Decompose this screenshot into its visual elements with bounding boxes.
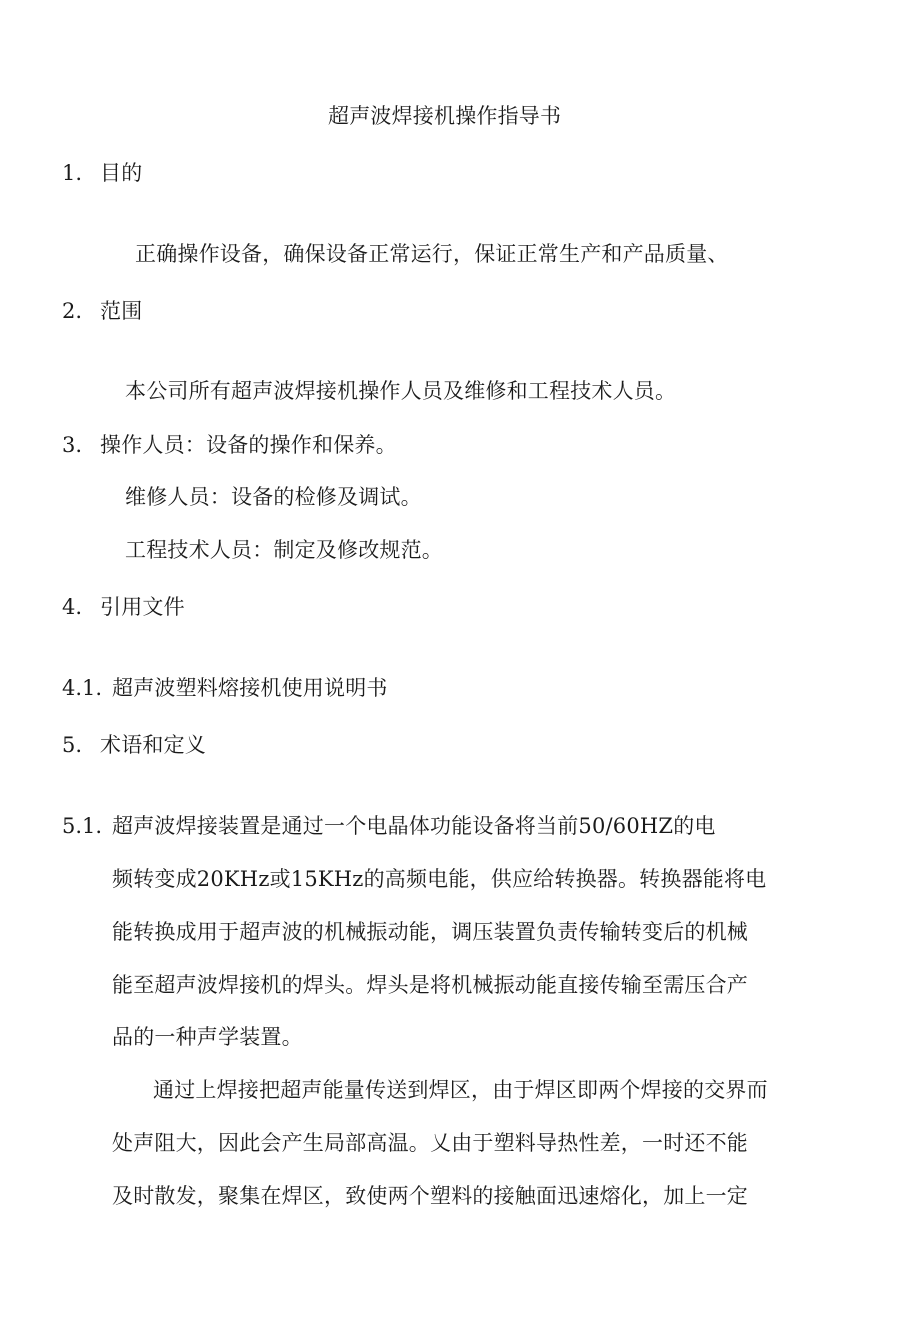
section-1-number: 1.: [62, 161, 83, 185]
section-5-number: 5.: [62, 733, 83, 757]
section-5-1-line-4: 能至超声波焊接机的焊头。焊头是将机械振动能直接传输至需压合产: [112, 973, 748, 997]
section-5-1-line-2: 频转变成20KHz或15KHz的高频电能，供应给转换器。转换器能将电: [112, 867, 767, 891]
section-1-heading: 目的: [100, 161, 143, 185]
section-1-body: 正确操作设备，确保设备正常运行，保证正常生产和产品质量、: [135, 242, 729, 266]
section-4-heading: 引用文件: [100, 595, 185, 619]
section-5-1-line-3: 能转换成用于超声波的机械振动能，调压装置负责传输转变后的机械: [112, 920, 748, 944]
section-5-1-line-1: 超声波焊接装置是通过一个电晶体功能设备将当前50/60HZ的电: [112, 814, 716, 838]
section-4-number: 4.: [62, 595, 83, 619]
section-5-1-number: 5.1.: [62, 814, 103, 838]
section-3-line-1: 操作人员：设备的操作和保养。: [100, 433, 397, 457]
section-3-number: 3.: [62, 433, 83, 457]
section-2-number: 2.: [62, 299, 83, 323]
section-4-1-number: 4.1.: [62, 676, 103, 700]
document-title: 超声波焊接机操作指导书: [328, 104, 562, 128]
section-5-1-line-7: 处声阻大，因此会产生局部高温。乂由于塑料导热性差，一时还不能: [112, 1131, 748, 1155]
section-5-1-line-6: 通过上焊接把超声能量传送到焊区，由于焊区即两个焊接的交界而: [153, 1078, 768, 1102]
section-5-1-line-5: 品的一种声学装置。: [112, 1025, 303, 1049]
section-3-line-2: 维修人员：设备的检修及调试。: [125, 485, 422, 509]
section-5-1-line-8: 及时散发，聚集在焊区，致使两个塑料的接触面迅速熔化，加上一定: [112, 1184, 748, 1208]
section-2-heading: 范围: [100, 299, 143, 323]
section-4-1-text: 超声波塑料熔接机使用说明书: [112, 676, 388, 700]
section-5-heading: 术语和定义: [100, 733, 206, 757]
section-2-body: 本公司所有超声波焊接机操作人员及维修和工程技术人员。: [125, 379, 677, 403]
section-3-line-3: 工程技术人员：制定及修改规范。: [125, 538, 443, 562]
